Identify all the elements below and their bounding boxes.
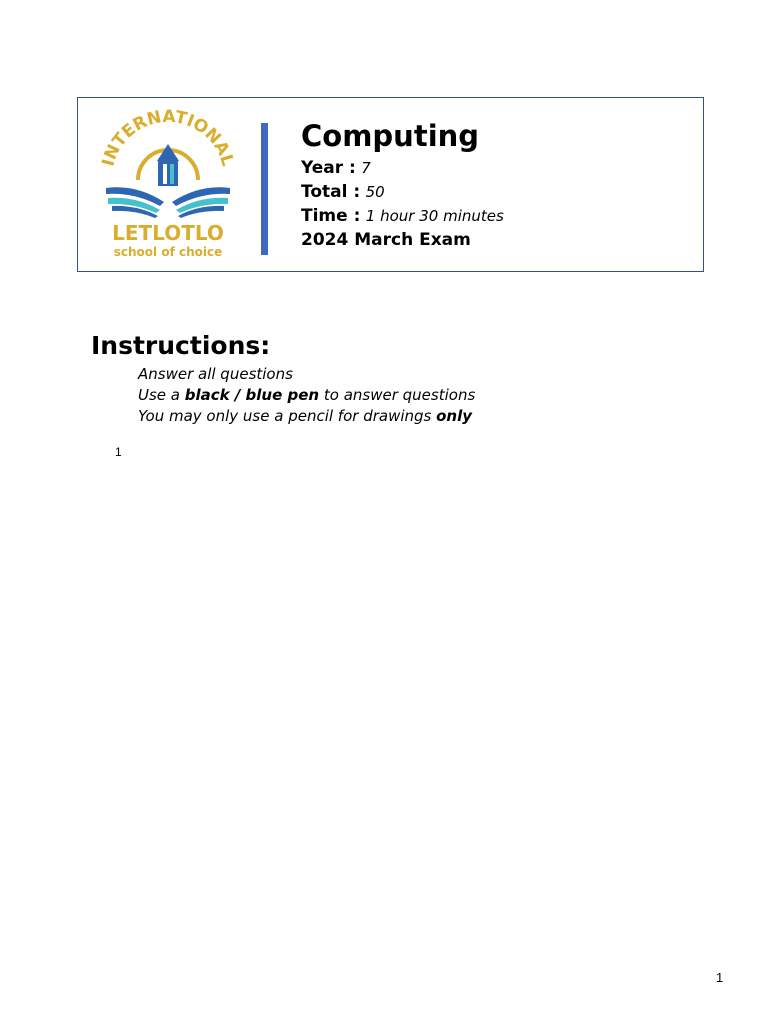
subject-title: Computing: [301, 119, 480, 153]
exam-name: 2024 March Exam: [301, 230, 471, 250]
time-label: Time :: [301, 206, 361, 226]
question-number: 1: [115, 445, 122, 459]
instruction-item: Use a black / blue pen to answer questions: [138, 386, 476, 404]
school-logo: [98, 106, 238, 261]
exam-header-box: [77, 97, 704, 272]
total-label: Total :: [301, 182, 361, 202]
emphasis-text: black / blue pen: [184, 386, 320, 404]
instruction-item: You may only use a pencil for drawings only: [138, 407, 473, 425]
page-number: 1: [716, 970, 724, 985]
logo-arc-text: INTERNATIONAL: [98, 106, 238, 169]
instructions-heading: Instructions:: [91, 331, 271, 360]
emphasis-text: only: [436, 407, 473, 425]
year-label: Year :: [301, 158, 356, 178]
exam-details: [301, 116, 504, 252]
book-icon: [106, 187, 230, 218]
time-value: 1 hour 30 minutes: [365, 207, 504, 225]
logo-tagline: school of choice: [113, 245, 223, 259]
year-value: 7: [361, 159, 371, 177]
instruction-list: [138, 364, 475, 427]
time-line: [301, 204, 504, 228]
year-line: [301, 156, 504, 180]
instruction-item: Answer all questions: [138, 365, 293, 383]
total-line: [301, 180, 504, 204]
logo-school-name: LETLOTLO: [112, 221, 224, 245]
total-value: 50: [365, 183, 385, 201]
header-divider: [261, 123, 268, 255]
